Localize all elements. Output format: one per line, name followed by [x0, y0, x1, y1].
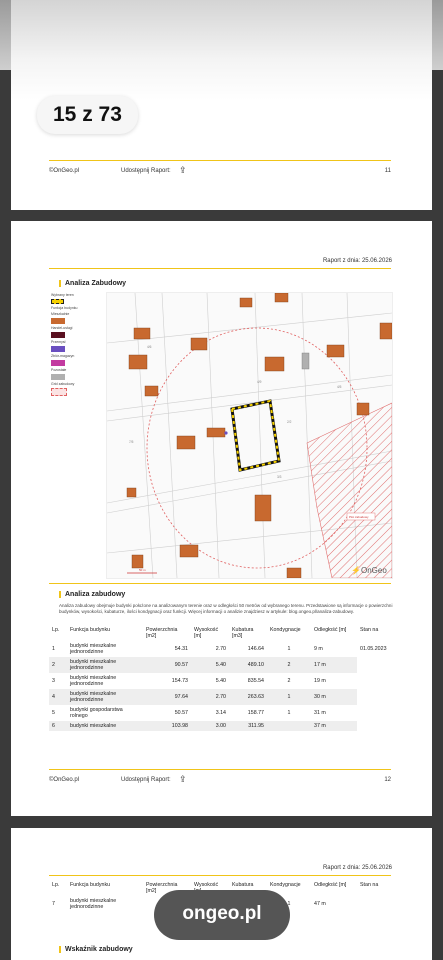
report-page-11 — [11, 0, 432, 210]
site-url-overlay[interactable]: ongeo.pl — [154, 890, 290, 940]
svg-text:4/9: 4/9 — [257, 380, 262, 384]
table-row[interactable]: 1 budynki mieszkalne jednorodzinne 54.31 2.70 146.64 1 9 m 01.05.2023 — [52, 643, 387, 655]
section-divider — [49, 583, 391, 584]
table-row[interactable]: 3 budynki mieszkalne jednorodzinne 154.73 5.40 835.54 2 19 m — [52, 675, 326, 687]
scale-label: 50 m — [139, 568, 146, 572]
legend-item: Grid zabudowy — [51, 382, 103, 396]
map-legend — [51, 293, 103, 398]
buildings-table — [49, 625, 395, 731]
footer-brand: ©OnGeo.pl — [49, 777, 80, 783]
svg-text:4/5: 4/5 — [337, 385, 342, 389]
legend-item: Mieszkalnie — [51, 312, 103, 324]
table-header: Lp. Funkcja budynku Powierzchnia [m2] Wysokość Kubatura Kondygnacje Odległość [m] Stan na — [52, 882, 379, 894]
share-label[interactable]: Udostępnij Raport: — [121, 168, 171, 174]
legend-item: Wybrany teren — [51, 293, 103, 304]
legend-item: Przemysł — [51, 340, 103, 352]
header-divider — [49, 875, 391, 876]
page-footer — [49, 769, 391, 783]
report-date: Raport z dnia: 25.06.2026 — [322, 258, 392, 264]
table-header: Lp. Funkcja budynku Powierzchnia [m2] Wysokość [m] Kubatura [m3] Kondygnacje Odległość [m] Stan na — [52, 627, 379, 639]
svg-text:3/3: 3/3 — [277, 475, 282, 479]
map-title: Analiza Zabudowy — [59, 280, 126, 287]
report-date: Raport z dnia: 25.06.2026 — [322, 865, 392, 871]
legend-item: Handel-usługi — [51, 326, 103, 338]
table-row[interactable]: 6 budynki mieszkalne 103.98 3.00 311.95 37 m — [49, 721, 395, 731]
table-row[interactable]: 5 budynki gospodarstwa rolnego 50.57 3.14 158.77 1 31 m — [52, 707, 326, 719]
footer-brand: ©OnGeo.pl — [49, 168, 80, 174]
table-row[interactable]: 2 budynki mieszkalne jednorodzinne 90.57 5.40 489.10 2 17 m — [49, 657, 395, 673]
report-page-12 — [11, 221, 432, 816]
svg-text:2/2: 2/2 — [287, 420, 292, 424]
legend-item: Zbiór-magazyn — [51, 354, 103, 366]
share-icon[interactable]: ⇪ — [179, 774, 187, 784]
page-number: 11 — [384, 168, 391, 174]
table-row[interactable]: 4 budynki mieszkalne jednorodzinne 97.64 2.70 263.63 1 30 m — [49, 689, 395, 705]
svg-text:4/6: 4/6 — [147, 345, 152, 349]
share-icon[interactable]: ⇪ — [179, 165, 187, 175]
table-row[interactable]: 7 budynki mieszkalne jednorodzinne 1 47 m — [52, 898, 326, 910]
page-footer — [49, 160, 391, 174]
section-title: Wskaźnik zabudowy — [59, 946, 133, 953]
ongeo-logo: ⚡OnGeo — [351, 566, 387, 575]
page-counter: 15 z 73 — [37, 96, 138, 134]
legend-item: Funkcja budynku — [51, 306, 78, 310]
legend-item: Pozostałe — [51, 368, 103, 380]
plot-label: Plot zabudowy — [349, 515, 369, 519]
share-label[interactable]: Udostępnij Raport: — [121, 777, 171, 783]
section-title: Analiza zabudowy — [59, 591, 125, 598]
restricted-zone — [307, 403, 392, 578]
page-number: 12 — [384, 777, 391, 783]
zoning-map[interactable] — [106, 292, 393, 579]
section-description: Analiza zabudowy obejmuje budynki położone na analizowanym terenie oraz w odległości 50 metrów od wybranego terenu. Przedstawione są informacje o powierzchni budynków, wysokości, kubaturze, ilości kondygnacji oraz funkcji. Więcej informacji o analizie znajdziesz w artykule: blog.ongeo.pl/analiza-zabudowy. — [59, 603, 393, 614]
svg-text:7/5: 7/5 — [129, 440, 134, 444]
map-canvas — [107, 293, 392, 578]
header-divider — [49, 268, 391, 269]
